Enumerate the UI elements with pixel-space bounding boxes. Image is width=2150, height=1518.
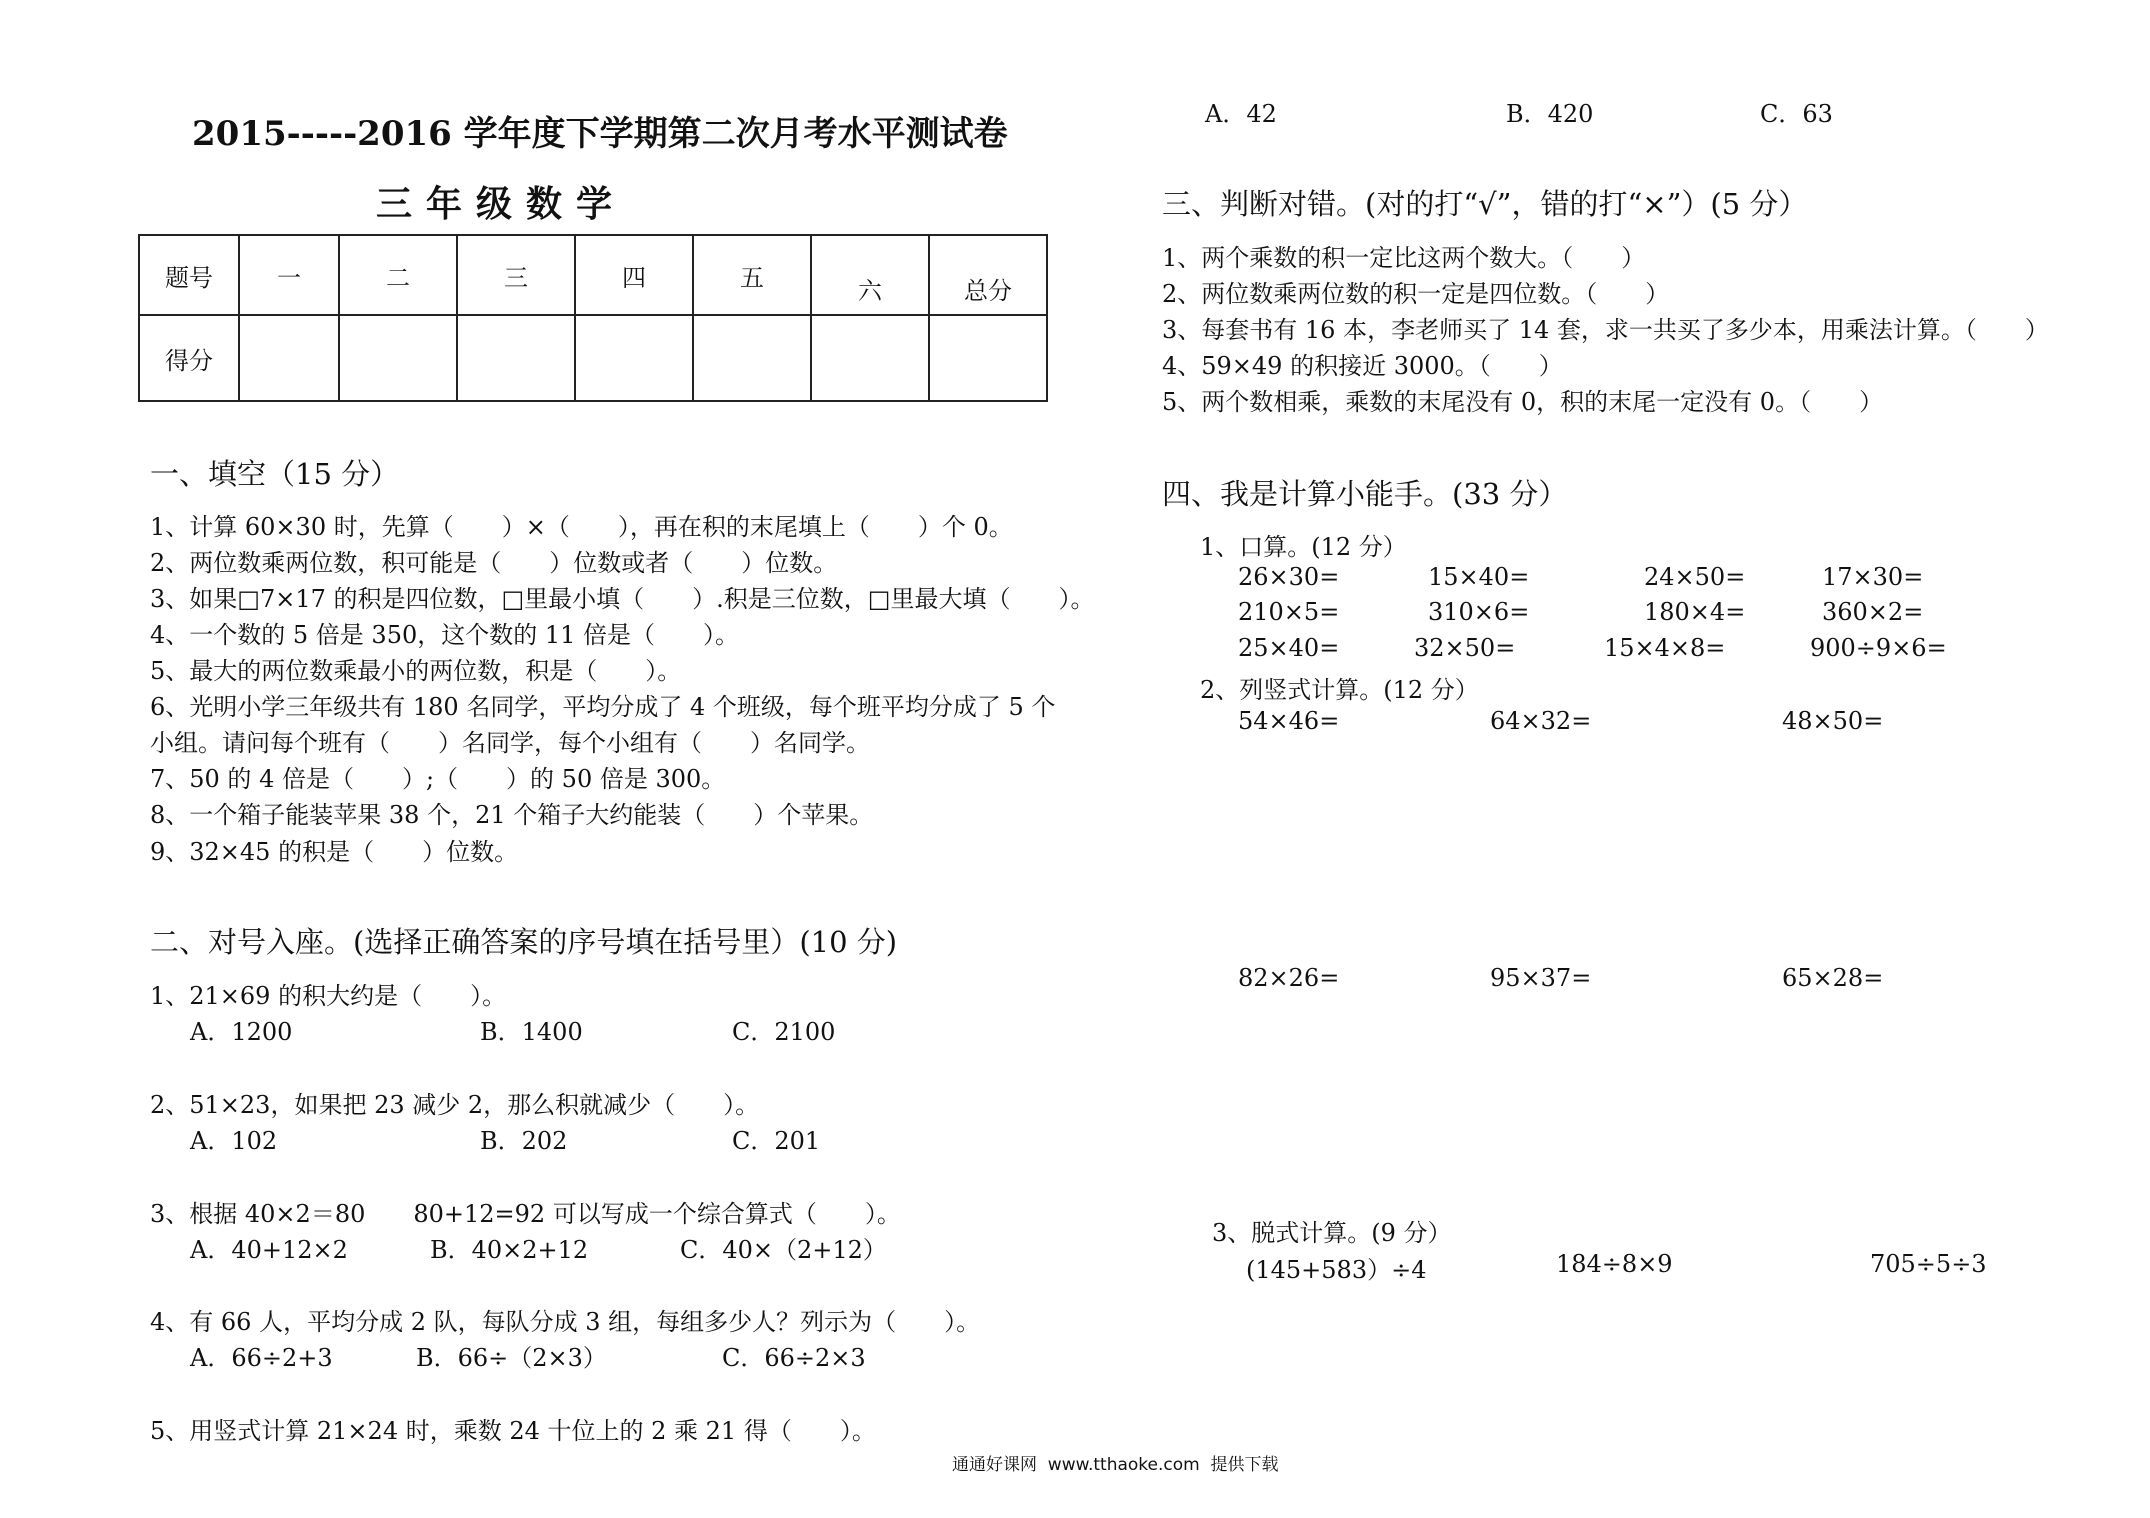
footer-credit: 通通好课网 www.tthaoke.com 提供下载 [952,1455,1279,1475]
oral-calc-problem: 26×30= [1238,563,1340,591]
vertical-calc-problem: 54×46= [1238,707,1340,735]
choice-option-c[interactable]: C．40×（2+12） [680,1236,887,1264]
oral-calc-problem: 15×40= [1428,563,1530,591]
oral-calc-problem: 360×2= [1822,598,1924,626]
oral-calc-problem: 17×30= [1822,563,1924,591]
true-false-item: 1、两个乘数的积一定比这两个数大。（ ） [1162,244,1646,272]
oral-calc-problem: 310×6= [1428,598,1530,626]
fill-blank-item: 2、两位数乘两位数，积可能是（ ）位数或者（ ）位数。 [150,549,838,577]
vertical-calc-problem: 65×28= [1782,964,1884,992]
fill-blank-item: 4、一个数的 5 倍是 350，这个数的 11 倍是（ ）。 [150,621,740,649]
choice-option-c[interactable]: C．63 [1760,100,1833,128]
oral-calc-label: 1、口算。(12 分） [1200,533,1407,561]
oral-calc-problem: 900÷9×6= [1810,634,1947,662]
score-input-cell[interactable] [693,315,811,401]
oral-calc-problem: 32×50= [1414,634,1516,662]
score-header-cell: 五 [693,235,811,315]
choice-option-b[interactable]: B．420 [1506,100,1594,128]
oral-calc-problem: 180×4= [1644,598,1746,626]
section-heading-true-false: 三、判断对错。(对的打“√”，错的打“×”）(5 分） [1162,187,1808,221]
choice-option-a[interactable]: A．66÷2+3 [190,1344,333,1372]
score-input-cell[interactable] [811,315,929,401]
page-title: 2015-----2016 学年度下学期第二次月考水平测试卷 [192,114,1008,154]
fill-blank-item: 1、计算 60×30 时，先算（ ）×（ ），再在积的末尾填上（ ）个 0。 [150,513,1013,541]
score-input-cell[interactable] [929,315,1047,401]
choice-option-a[interactable]: A．102 [190,1127,278,1155]
choice-question-stem: 3、根据 40×2＝80 80+12=92 可以写成一个综合算式（ ）。 [150,1200,901,1228]
choice-option-c[interactable]: C．2100 [732,1018,836,1046]
page-subtitle: 三年级数学 [376,183,627,225]
score-header-cell: 六 [811,235,929,315]
fill-blank-item: 5、最大的两位数乘最小的两位数，积是（ ）。 [150,657,682,685]
choice-question-stem: 2、51×23，如果把 23 减少 2，那么积就减少（ ）。 [150,1091,760,1119]
true-false-item: 5、两个数相乘，乘数的末尾没有 0，积的末尾一定没有 0。（ ） [1162,388,1884,416]
stepwise-calc-problem: (145+583）÷4 [1246,1256,1427,1284]
stepwise-calc-problem: 184÷8×9 [1556,1250,1673,1278]
fill-blank-item: 小组。请问每个班有（ ）名同学，每个小组有（ ）名同学。 [150,729,870,757]
section-heading-fill-blank: 一、填空（15 分） [150,457,400,491]
fill-blank-item: 8、一个箱子能装苹果 38 个，21 个箱子大约能装（ ）个苹果。 [150,801,874,829]
choice-option-c[interactable]: C．201 [732,1127,821,1155]
fill-blank-item: 6、光明小学三年级共有 180 名同学，平均分成了 4 个班级，每个班平均分成了 5 个 [150,693,1056,721]
section-heading-calculation: 四、我是计算小能手。(33 分） [1162,477,1568,511]
score-header-cell: 三 [457,235,575,315]
section-heading-choice: 二、对号入座。(选择正确答案的序号填在括号里）(10 分) [150,925,898,959]
choice-question-stem: 4、有 66 人，平均分成 2 队，每队分成 3 组，每组多少人？列示为（ ）。 [150,1308,981,1336]
score-table-header-row [139,235,1047,315]
stepwise-calc-label: 3、脱式计算。(9 分） [1212,1219,1452,1247]
fill-blank-item: 3、如果□7×17 的积是四位数，□里最小填（ ）.积是三位数，□里最大填（ ）。 [150,585,1095,613]
choice-option-c[interactable]: C．66÷2×3 [722,1344,866,1372]
true-false-item: 2、两位数乘两位数的积一定是四位数。（ ） [1162,280,1670,308]
choice-option-b[interactable]: B．66÷（2×3） [416,1344,607,1372]
score-table [138,234,1048,402]
oral-calc-problem: 15×4×8= [1604,634,1726,662]
score-header-cell: 总分 [929,235,1047,315]
choice-option-b[interactable]: B．40×2+12 [430,1236,589,1264]
stepwise-calc-problem: 705÷5÷3 [1870,1250,1987,1278]
score-header-cell: 题号 [139,235,239,315]
score-input-cell[interactable] [575,315,693,401]
vertical-calc-problem: 64×32= [1490,707,1592,735]
score-header-cell: 一 [239,235,339,315]
oral-calc-problem: 210×5= [1238,598,1340,626]
choice-question-stem: 5、用竖式计算 21×24 时，乘数 24 十位上的 2 乘 21 得（ ）。 [150,1417,876,1445]
oral-calc-problem: 24×50= [1644,563,1746,591]
score-row-label: 得分 [139,315,239,401]
true-false-item: 4、59×49 的积接近 3000。（ ） [1162,352,1563,380]
choice-option-b[interactable]: B．1400 [480,1018,583,1046]
vertical-calc-label: 2、列竖式计算。(12 分） [1200,676,1479,704]
vertical-calc-problem: 95×37= [1490,964,1592,992]
fill-blank-item: 9、32×45 的积是（ ）位数。 [150,838,519,866]
choice-option-a[interactable]: A．1200 [190,1018,293,1046]
true-false-item: 3、每套书有 16 本，李老师买了 14 套，求一共买了多少本，用乘法计算。（ ） [1162,316,2049,344]
choice-option-a[interactable]: A．42 [1205,100,1277,128]
score-header-cell: 四 [575,235,693,315]
fill-blank-item: 7、50 的 4 倍是（ ）;（ ）的 50 倍是 300。 [150,765,726,793]
vertical-calc-problem: 48×50= [1782,707,1884,735]
choice-option-b[interactable]: B．202 [480,1127,568,1155]
choice-option-a[interactable]: A．40+12×2 [190,1236,348,1264]
choice-question-stem: 1、21×69 的积大约是（ ）。 [150,982,507,1010]
score-input-cell[interactable] [457,315,575,401]
vertical-calc-problem: 82×26= [1238,964,1340,992]
score-table-score-row [139,315,1047,401]
score-input-cell[interactable] [339,315,457,401]
score-input-cell[interactable] [239,315,339,401]
score-header-cell: 二 [339,235,457,315]
oral-calc-problem: 25×40= [1238,634,1340,662]
